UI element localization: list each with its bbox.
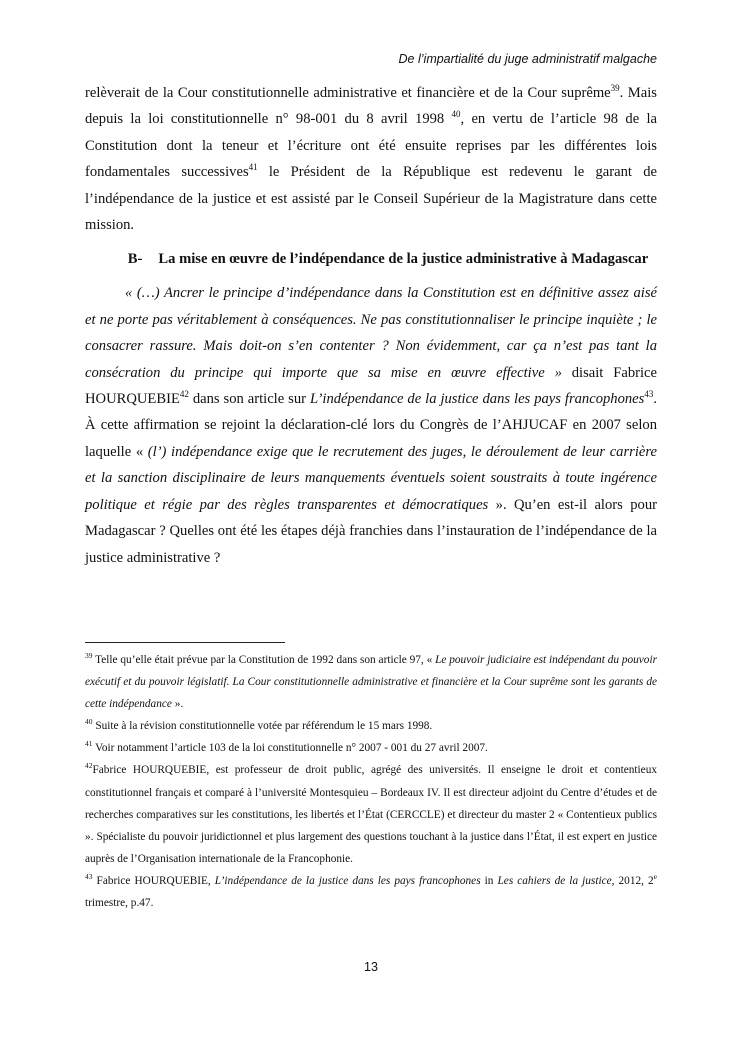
footnote-ref-41: 41 [248,162,258,173]
footnote-separator [85,642,285,643]
footnote-ref-39: 39 [610,83,620,94]
paragraph-1 [85,80,657,238]
footnote-text: trimestre, p.47. [85,897,154,910]
ahjucaf-quote: (l’) indépendance exige que le recrutement des juges, le déroulement de leur carrière et la sanction disciplinaire de leurs manquements éventuels soient soustraits à toute ingérence politique et régie par des règles transparentes et démocratiques [85,443,657,513]
footnotes [85,642,657,914]
footnote-39 [85,649,657,715]
paragraph-2-text-b: dans son article sur [188,391,310,408]
footnote-text: Telle qu’elle était prévue par la Constitution de 1992 dans son article 97, « [92,654,436,666]
footnote-41 [85,737,657,759]
section-heading-title: La mise en œuvre de l’indépendance de la justice administrative à Madagascar [158,251,649,268]
section-heading-letter: B- [127,251,143,268]
footnote-number: 41 [85,739,93,749]
paragraph-2 [85,280,657,570]
footnote-ref-42: 42 [179,389,189,400]
footnote-text: Suite à la révision constitutionnelle votée par référendum le 15 mars 1998. [92,720,433,733]
footnote-43 [85,870,657,914]
paragraph-1-text-c: , en vertu de l’article 98 de la Constitution dont la teneur et l’écriture ont été ensuite reprises par les différentes lois fondamentales successives [85,111,657,181]
article-title: L’indépendance de la justice dans les pays francophones [309,391,645,408]
paragraph-1-text-d: le Président de la République est redevenu le garant de l’indépendance de la justice et est assisté par le Conseil Supérieur de la Magistrature dans cette mission. [85,164,657,234]
footnote-number: 42 [85,761,93,771]
footnote-text: 2012, 2 [614,874,654,887]
opening-quote: « (…) Ancrer le principe d’indépendance dans la Constitution est en définitive assez aisé et ne porte pas véritablement à conséquences. Ne pas constitutionnaliser le principe inquiète ; le consacrer rassure. Mais doit-on s’en contenter ? Non évidemment, car ça n’est pas tant la consécration du principe qui importe que sa mise en œuvre effective » [85,285,657,381]
footnote-quote: Le pouvoir judiciaire est indépendant du pouvoir exécutif et du pouvoir législatif. La Cour constitutionnelle administrative et financière et la Cour suprême sont les garants de cette indépendance [85,654,657,711]
footnote-book-title: L’indépendance de la justice dans les pays francophones [214,874,481,887]
footnote-40 [85,715,657,737]
footnote-text: Voir notamment l’article 103 de la loi constitutionnelle n° 2007 - 001 du 27 avril 2007. [92,742,488,755]
footnote-number: 40 [85,717,93,727]
body-text [85,80,657,571]
paragraph-1-text-a: relèverait de la Cour constitutionnelle administrative et financière et de la Cour suprême [85,85,611,101]
paragraph-2-text-c: . À cette affirmation se rejoint la déclaration-clé lors du Congrès de l’AHJUCAF en 2007 selon laquelle « [85,391,657,460]
ordinal-suffix: e [653,872,657,882]
footnote-text: in [480,874,498,887]
footnote-number: 43 [85,872,93,882]
footnote-text: Fabrice HOURQUEBIE, est professeur de droit public, agrégé des universités. Il enseigne le droit et contentieux constitutionnel français et comparé à l’université Montesquieu – Bordeaux IV. Il est directeur adjoint du Centre d’études et de recherches comparatives sur les constitutions, les libertés et l’État (CERCCLE) et directeur du master 2 « Contentieux publics ». Spécialiste du pouvoir juridictionnel et plus largement des questions touchant à la justice dans l’État, il est expert en justice auprès de l’Organisation internationale de la Francophonie. [85,764,657,865]
section-heading [85,245,657,273]
footnote-ref-43: 43 [644,389,654,400]
footnote-journal-title: Les cahiers de la justice, [497,874,615,887]
footnote-42 [85,759,657,869]
paragraph-2-text-a: disait Fabrice HOURQUEBIE [85,364,657,408]
page-number: 13 [364,960,378,974]
running-header: De l’impartialité du juge administratif malgache [398,52,657,66]
footnote-text: Fabrice HOURQUEBIE, [92,874,215,887]
footnote-ref-40: 40 [451,109,461,120]
paragraph-1-text-b: . Mais depuis la loi constitutionnelle n° 98-001 du 8 avril 1998 [85,85,657,128]
document-page [85,0,657,1053]
paragraph-2-text-d: ». Qu’en est-il alors pour Madagascar ? Quelles ont été les étapes déjà franchies dans l’instauration de l’indépendance de la justice administrative ? [85,496,657,566]
footnote-number: 39 [85,651,93,661]
footnote-text: ». [171,698,184,711]
